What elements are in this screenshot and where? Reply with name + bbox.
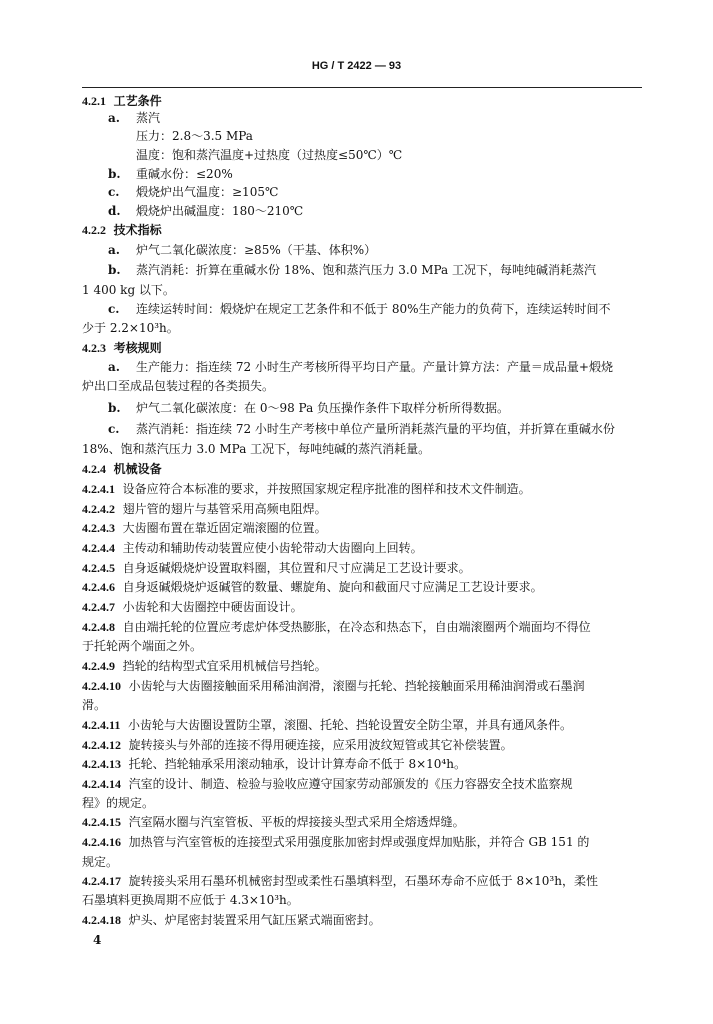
clause-text: 小齿轮与大齿圈接触面采用稀油润滑，滚圈与托轮、挡轮接触面采用稀油润滑或石墨润 (128, 679, 585, 693)
item-label: b. (108, 167, 121, 181)
section-title: 机械设备 (113, 462, 162, 476)
clause-number: 4.2.4.15 (82, 815, 121, 829)
item-label: d. (108, 204, 121, 218)
clause-number: 4.2.4.7 (82, 600, 115, 614)
clause (82, 913, 381, 927)
clause (82, 679, 585, 693)
header-rule (82, 87, 642, 88)
clause (82, 620, 591, 634)
clause-text: 自身返碱煅烧炉设置取料圈，其位置和尺寸应满足工艺设计要求。 (122, 561, 471, 575)
paragraph-line: 滑。 (82, 698, 107, 712)
list-item (108, 243, 376, 257)
paragraph-line: 18%、饱和蒸汽压力 3.0 MPa 工况下，每吨纯碱的蒸汽消耗量。 (82, 442, 431, 456)
item-label: a. (108, 243, 120, 257)
page-header: HG / T 2422 — 93 (311, 60, 402, 72)
clause-text: 小齿轮与大齿圈设置防尘罩，滚圈、托轮、挡轮设置安全防尘罩，并具有通风条件。 (127, 718, 572, 732)
list-item (108, 111, 160, 125)
item-text: 煅烧炉出碱温度：180～210℃ (136, 204, 304, 218)
clause-text: 旋转接头与外部的连接不得用硬连接，应采用波纹短管或其它补偿装置。 (128, 738, 513, 752)
clause-number: 4.2.4.18 (82, 913, 121, 927)
item-text: 炉气二氧化碳浓度：≥85%（干基、体积%） (136, 243, 377, 257)
list-item (108, 185, 278, 199)
clause-number: 4.2.4.1 (82, 482, 115, 496)
clause (82, 835, 589, 849)
clause (82, 600, 303, 614)
clause-text: 小齿轮和大齿圈控中硬齿面设计。 (122, 600, 303, 614)
clause (82, 580, 543, 594)
list-item (108, 401, 509, 415)
section-number: 4.2.1 (82, 94, 106, 108)
clause (82, 777, 573, 791)
section-title: 工艺条件 (113, 94, 162, 108)
paragraph-line: 规定。 (82, 855, 119, 869)
section-title: 技术指标 (113, 223, 162, 237)
clause (82, 815, 465, 829)
item-text: 蒸汽消耗：折算在重碱水份 18%、饱和蒸汽压力 3.0 MPa 工况下，每吨纯碱消耗蒸汽 (136, 263, 596, 277)
clause (82, 718, 572, 732)
clause-number: 4.2.4.12 (82, 738, 121, 752)
clause-text: 炉头、炉尾密封装置采用气缸压紧式端面密封。 (128, 913, 381, 927)
section-number: 4.2.4 (82, 462, 106, 476)
clause (82, 659, 327, 673)
clause (82, 482, 531, 496)
clause-text: 汽室的设计、制造、检验与验收应遵守国家劳动部颁发的《压力容器安全技术监察规 (128, 777, 573, 791)
item-text: 煅烧炉出气温度：≥105℃ (136, 185, 279, 199)
clause-text: 翅片管的翅片与基管采用高频电阻焊。 (122, 502, 327, 516)
clause-number: 4.2.4.17 (82, 874, 121, 888)
list-item (108, 263, 596, 277)
clause-text: 自由端托轮的位置应考虑炉体受热膨胀，在冷态和热态下，自由端滚圈两个端面均不得位 (122, 620, 591, 634)
clause-text: 挡轮的结构型式宜采用机械信号挡轮。 (122, 659, 327, 673)
clause (82, 521, 327, 535)
clause-number: 4.2.4.6 (82, 580, 115, 594)
page-number: 4 (93, 933, 102, 947)
clause-text: 汽室隔水圈与汽室管板、平板的焊接接头型式采用全熔透焊缝。 (128, 815, 465, 829)
item-label: a. (108, 360, 120, 374)
list-item (108, 422, 615, 436)
clause-text: 加热管与汽室管板的连接型式采用强度胀加密封焊或强度焊加贴胀，并符合 GB 151 的 (128, 835, 590, 849)
item-label: a. (108, 111, 120, 125)
item-text: 生产能力：指连续 72 小时生产考核所得平均日产量。产量计算方法：产量＝成品量+煅烧 (136, 360, 613, 374)
clause-number: 4.2.4.9 (82, 659, 115, 673)
section-number: 4.2.2 (82, 223, 106, 237)
section-4-2-1 (82, 94, 162, 108)
clause-number: 4.2.4.5 (82, 561, 115, 575)
item-label: b. (108, 263, 121, 277)
clause-text: 设备应符合本标准的要求，并按照国家规定程序批准的图样和技术文件制造。 (122, 482, 531, 496)
clause-number: 4.2.4.14 (82, 777, 121, 791)
clause-number: 4.2.4.3 (82, 521, 115, 535)
clause-text: 主传动和辅助传动装置应使小齿轮带动大齿圈向上回转。 (122, 541, 423, 555)
clause (82, 738, 513, 752)
paragraph-line: 温度：饱和蒸汽温度+过热度（过热度≤50℃）℃ (136, 148, 403, 162)
paragraph-line: 少于 2.2×10³h。 (82, 321, 179, 335)
item-text: 蒸汽 (136, 111, 161, 125)
paragraph-line: 炉出口至成品包装过程的各类损失。 (82, 379, 275, 393)
paragraph-line: 压力：2.8～3.5 MPa (136, 129, 253, 143)
clause-number: 4.2.4.16 (82, 835, 121, 849)
section-4-2-3 (82, 341, 162, 355)
list-item (108, 204, 303, 218)
section-number: 4.2.3 (82, 341, 106, 355)
clause-number: 4.2.4.10 (82, 679, 121, 693)
clause (82, 561, 471, 575)
paragraph-line: 石墨填料更换周期不应低于 4.3×10³h。 (82, 893, 299, 907)
paragraph-line: 1 400 kg 以下。 (82, 283, 175, 297)
item-text: 连续运转时间：煅烧炉在规定工艺条件和不低于 80%生产能力的负荷下，连续运转时间不 (136, 302, 611, 316)
list-item (108, 360, 613, 374)
paragraph-line: 于托轮两个端面之外。 (82, 639, 203, 653)
section-4-2-4 (82, 462, 162, 476)
clause-text: 自身返碱煅烧炉返碱管的数量、螺旋角、旋向和截面尺寸应满足工艺设计要求。 (122, 580, 543, 594)
clause (82, 541, 423, 555)
clause (82, 757, 466, 771)
clause (82, 502, 327, 516)
section-4-2-2 (82, 223, 162, 237)
item-label: c. (108, 422, 120, 436)
item-label: c. (108, 302, 120, 316)
clause-number: 4.2.4.8 (82, 620, 115, 634)
clause-number: 4.2.4.13 (82, 757, 121, 771)
item-label: c. (108, 185, 120, 199)
clause-number: 4.2.4.2 (82, 502, 115, 516)
clause-text: 大齿圈布置在靠近固定端滚圈的位置。 (122, 521, 327, 535)
clause-number: 4.2.4.11 (82, 718, 121, 732)
list-item (108, 167, 233, 181)
clause-number: 4.2.4.4 (82, 541, 115, 555)
clause-text: 旋转接头采用石墨环机械密封型或柔性石墨填料型，石墨环寿命不应低于 8×10³h，柔性 (128, 874, 598, 888)
item-text: 重碱水份：≤20% (136, 167, 233, 181)
clause (82, 874, 598, 888)
paragraph-line: 程》的规定。 (82, 796, 155, 810)
list-item (108, 302, 611, 316)
item-text: 炉气二氧化碳浓度：在 0～98 Pa 负压操作条件下取样分析所得数据。 (136, 401, 510, 415)
clause-text: 托轮、挡轮轴承采用滚动轴承，设计计算寿命不低于 8×10⁴h。 (128, 757, 466, 771)
item-text: 蒸汽消耗：指连续 72 小时生产考核中单位产量所消耗蒸汽量的平均值，并折算在重碱水份 (136, 422, 615, 436)
section-title: 考核规则 (113, 341, 162, 355)
item-label: b. (108, 401, 121, 415)
